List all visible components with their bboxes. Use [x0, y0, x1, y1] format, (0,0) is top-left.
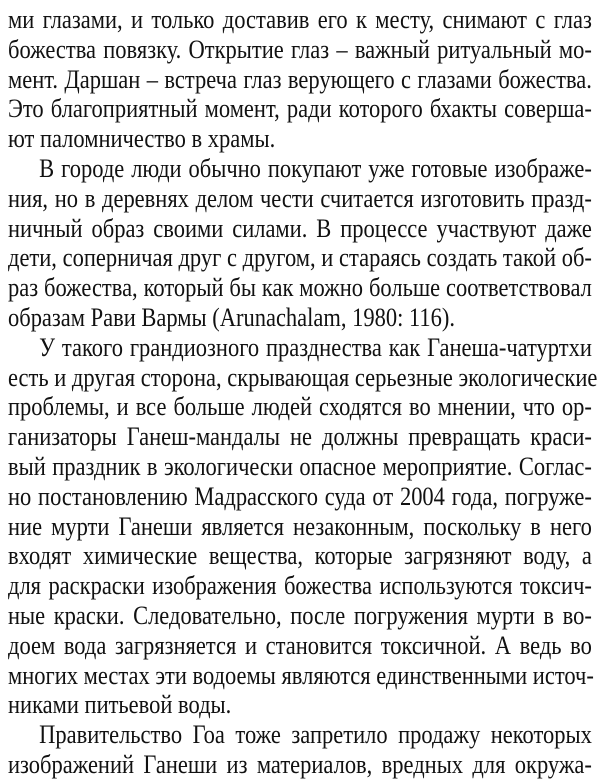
paragraph — [8, 154, 592, 333]
document-page — [8, 5, 598, 780]
text-line: ние мурти Ганеши является незаконным, поскольку в него — [8, 511, 592, 541]
paragraph — [8, 332, 598, 720]
text-line: У такого грандиозного празднества как Ганеша-чатуртхи — [39, 332, 592, 362]
text-line: божества повязку. Открытие глаз – важный ритуальный мо- — [8, 34, 592, 64]
text-line: Это благоприятный момент, ради которого бхакты соверша- — [8, 94, 592, 124]
text-line: дети, соперничая друг с другом, и стараясь создать такой об- — [8, 243, 592, 273]
text-line: никами питьевой воды. — [8, 690, 232, 720]
text-line: раз божества, который бы как можно больше соответствовал — [8, 273, 592, 303]
text-line: многих местах эти водоемы являются единственными источ- — [8, 660, 594, 690]
text-line: ганизаторы Ганеш-мандалы не должны превращать краси- — [8, 422, 592, 452]
text-line: есть и другая сторона, скрывающая серьезные экологические — [8, 362, 598, 392]
text-line: Правительство Гоа тоже запретило продажу некоторых — [39, 720, 592, 750]
paragraph — [8, 5, 592, 154]
text-line: но постановлению Мадрасского суда от 2004 года, погруже- — [8, 481, 592, 511]
text-line: образам Рави Вармы (Arunachalam, 1980: 116). — [8, 302, 455, 332]
text-line: ния, но в деревнях делом чести считается изготовить празд- — [8, 183, 592, 213]
text-line: ми глазами, и только доставив его к месту, снимают с глаз — [8, 5, 592, 34]
text-line: мент. Даршан – встреча глаз верующего с глазами божества. — [8, 64, 592, 94]
text-line: входят химические вещества, которые загрязняют воду, а — [8, 541, 592, 571]
text-line: ничный образ своими силами. В процессе участвуют даже — [8, 213, 592, 243]
text-line: для раскраски изображения божества используются токсич- — [8, 571, 592, 601]
text-line: В городе люди обычно покупают уже готовые изображе- — [39, 153, 592, 183]
text-line: ные краски. Следовательно, после погружения мурти в во- — [8, 600, 592, 630]
text-line: проблемы, и все больше людей сходятся во мнении, что ор- — [8, 392, 592, 422]
text-line: доем вода загрязняется и становится токсичной. А ведь во — [8, 630, 592, 660]
text-line: изображений Ганеши из материалов, вредных для окружа- — [8, 749, 592, 779]
text-line: ют паломничество в храмы. — [8, 124, 276, 154]
paragraph — [8, 720, 592, 780]
text-line: вый праздник в экологически опасное мероприятие. Соглас- — [8, 451, 592, 481]
